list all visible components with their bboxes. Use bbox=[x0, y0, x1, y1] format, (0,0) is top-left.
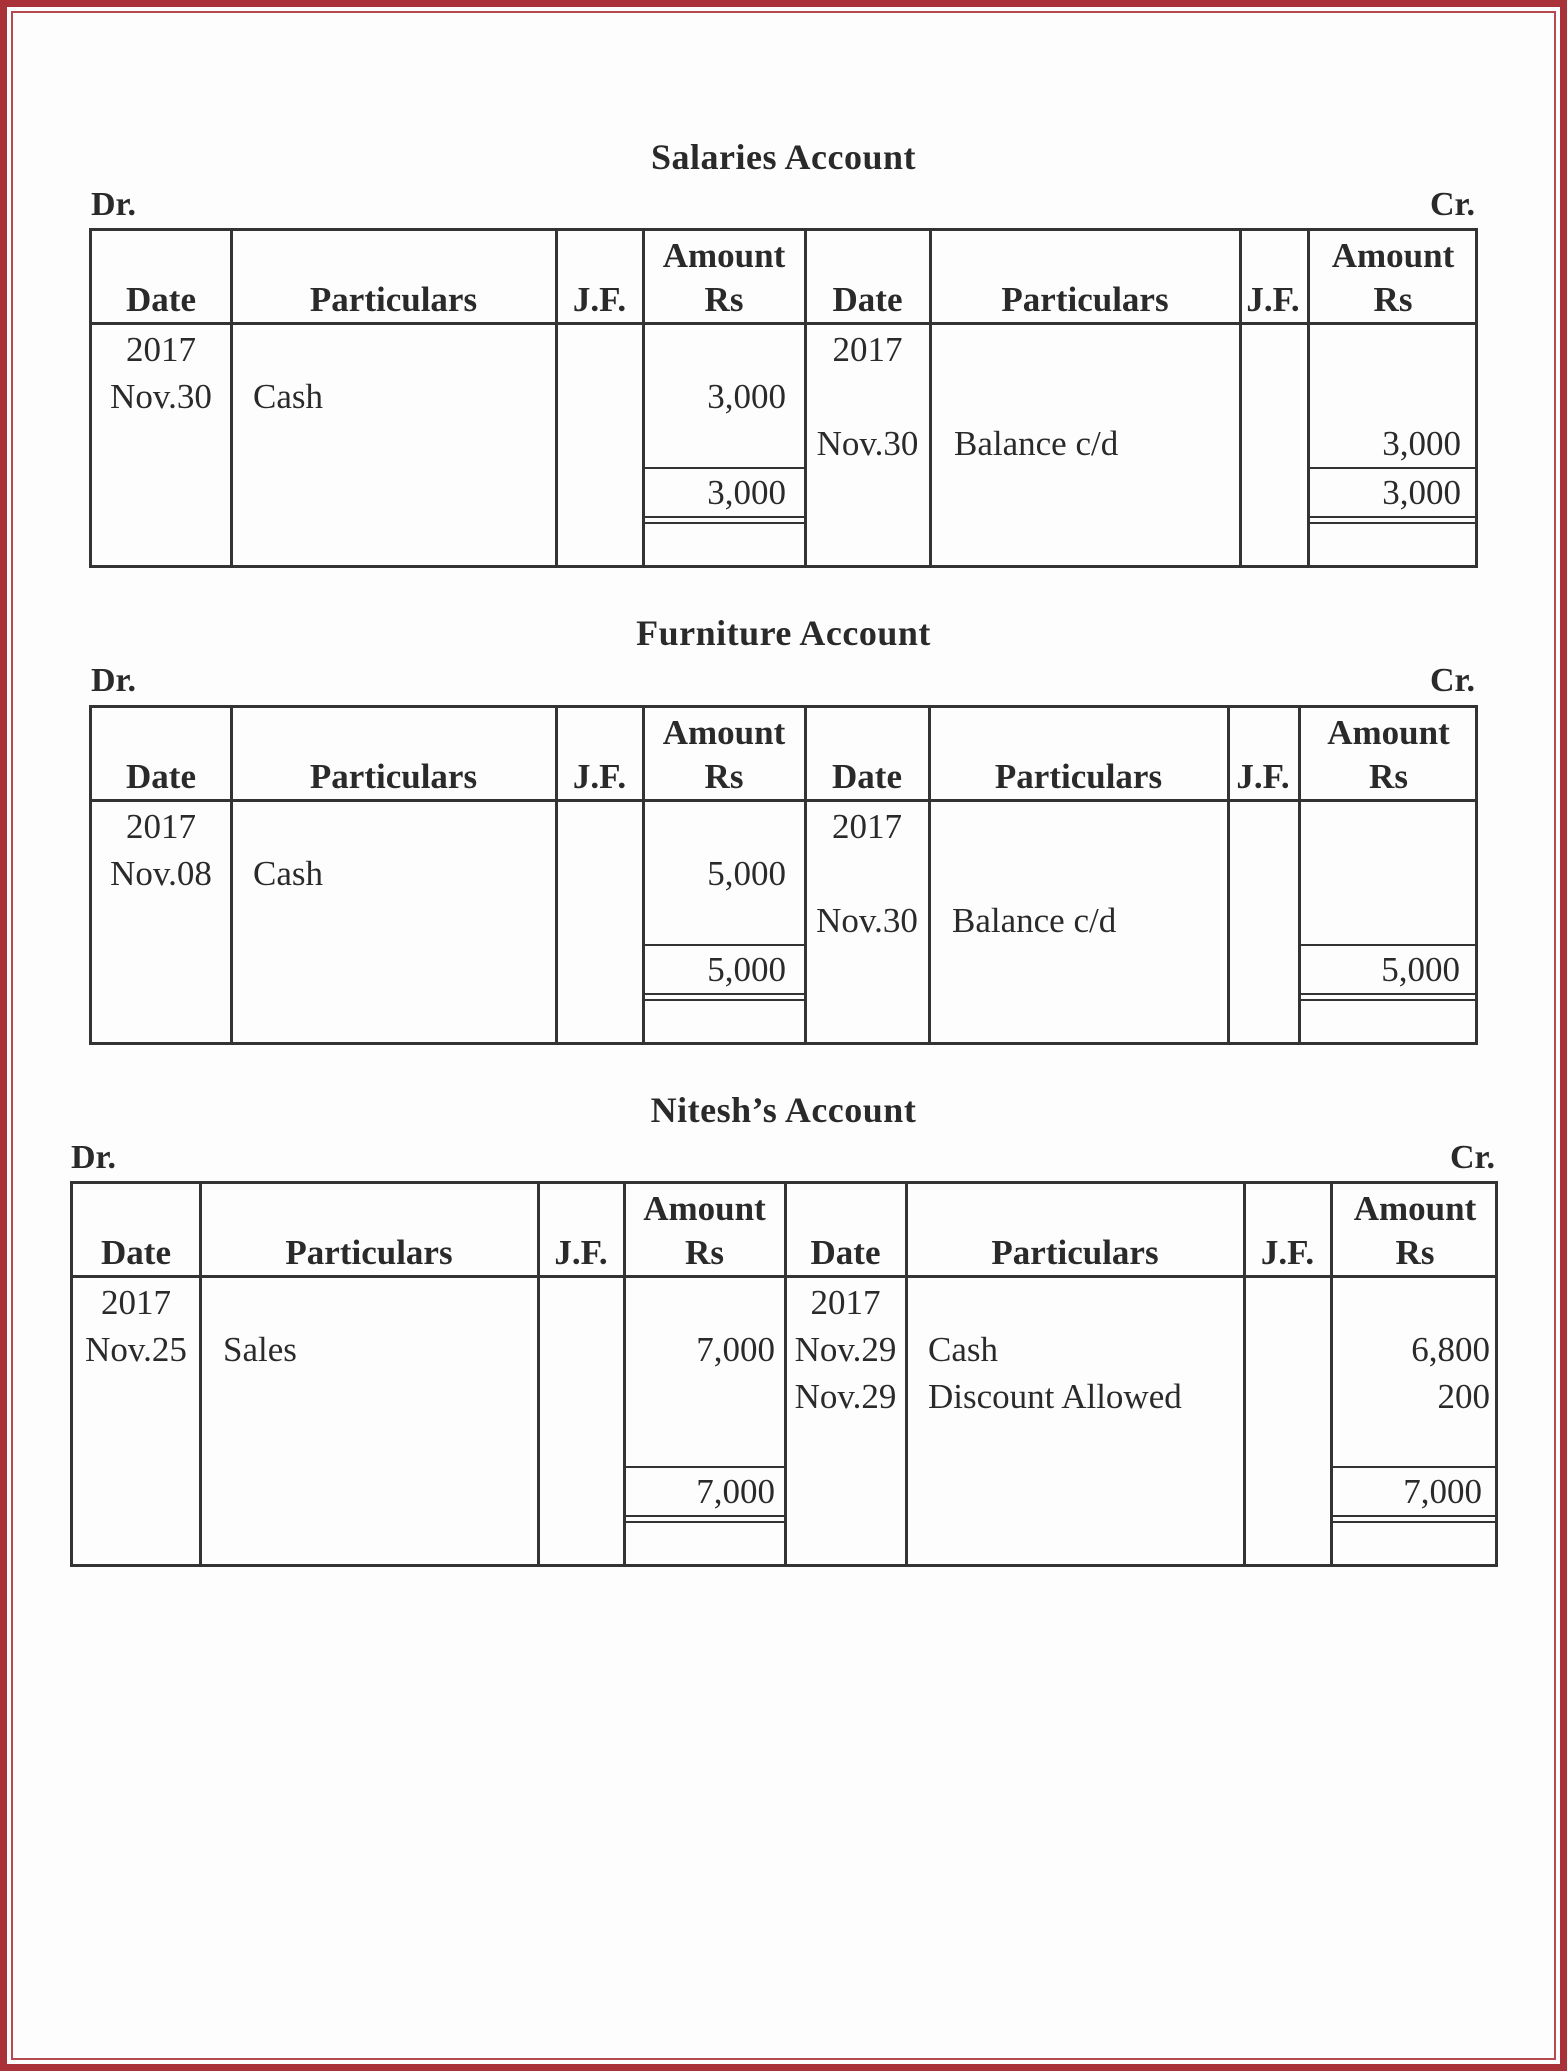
header-date: Date bbox=[810, 1233, 881, 1272]
header-rs: Rs bbox=[704, 280, 744, 319]
header-amount: Amount bbox=[1327, 713, 1450, 752]
debit-label: Dr. bbox=[91, 186, 137, 223]
debit-total: 5,000 bbox=[707, 950, 786, 989]
debit-particulars: Cash bbox=[253, 377, 323, 416]
header-amount: Amount bbox=[1331, 236, 1455, 275]
header-date: Date bbox=[101, 1233, 171, 1272]
header-jf: J.F. bbox=[572, 280, 627, 319]
debit-label: Dr. bbox=[91, 662, 137, 699]
header-date: Date bbox=[832, 280, 903, 319]
credit-label: Cr. bbox=[1429, 662, 1475, 699]
credit-date: Nov.30 bbox=[816, 901, 918, 940]
debit-year: 2017 bbox=[101, 1283, 171, 1322]
debit-amount: 7,000 bbox=[696, 1330, 775, 1369]
ledger-table bbox=[70, 1181, 1498, 1567]
credit-particulars: Balance c/d bbox=[954, 424, 1119, 463]
credit-total: 3,000 bbox=[1382, 473, 1461, 512]
total-double-rule bbox=[625, 1515, 784, 1523]
debit-amount: 5,000 bbox=[707, 854, 786, 893]
debit-amount: 3,000 bbox=[707, 377, 786, 416]
header-date: Date bbox=[126, 757, 196, 796]
credit-year: 2017 bbox=[832, 330, 903, 369]
total-double-rule bbox=[1332, 1515, 1498, 1523]
credit-year: 2017 bbox=[810, 1283, 881, 1322]
header-date: Date bbox=[832, 757, 902, 796]
total-rule bbox=[625, 1466, 784, 1468]
header-particulars: Particulars bbox=[994, 757, 1163, 796]
account-title: Furniture Account bbox=[636, 613, 931, 653]
header-jf: J.F. bbox=[1246, 280, 1300, 319]
credit-particulars: Discount Allowed bbox=[928, 1377, 1182, 1416]
header-amount: Amount bbox=[662, 236, 786, 275]
debit-label: Dr. bbox=[71, 1139, 117, 1176]
total-rule bbox=[1332, 1466, 1498, 1468]
header-jf: J.F. bbox=[1260, 1233, 1315, 1272]
credit-total: 5,000 bbox=[1381, 950, 1460, 989]
header-particulars: Particulars bbox=[285, 1233, 453, 1272]
account-title: Nitesh’s Account bbox=[650, 1090, 917, 1130]
header-rs: Rs bbox=[704, 757, 744, 796]
header-amount: Amount bbox=[1353, 1189, 1477, 1228]
debit-date: Nov.08 bbox=[110, 854, 212, 893]
debit-date: Nov.25 bbox=[85, 1330, 187, 1369]
header-particulars: Particulars bbox=[309, 280, 478, 319]
credit-amount: 3,000 bbox=[1382, 424, 1461, 463]
credit-particulars: Balance c/d bbox=[952, 901, 1117, 940]
debit-particulars: Cash bbox=[253, 854, 323, 893]
credit-amount: 200 bbox=[1437, 1377, 1490, 1416]
header-particulars: Particulars bbox=[991, 1233, 1159, 1272]
debit-year: 2017 bbox=[126, 807, 196, 846]
credit-date: Nov.29 bbox=[794, 1377, 897, 1416]
credit-amount: 6,800 bbox=[1411, 1330, 1490, 1369]
header-rs: Rs bbox=[1369, 757, 1408, 796]
header-jf: J.F. bbox=[572, 757, 627, 796]
debit-date: Nov.30 bbox=[110, 377, 212, 416]
header-jf: J.F. bbox=[1236, 757, 1290, 796]
credit-total: 7,000 bbox=[1403, 1472, 1482, 1511]
credit-label: Cr. bbox=[1429, 186, 1475, 223]
credit-particulars: Cash bbox=[928, 1330, 998, 1369]
header-rs: Rs bbox=[1395, 1233, 1435, 1272]
debit-year: 2017 bbox=[126, 330, 196, 369]
header-amount: Amount bbox=[643, 1189, 766, 1228]
credit-date: Nov.30 bbox=[816, 424, 919, 463]
account-title: Salaries Account bbox=[651, 137, 916, 177]
header-particulars: Particulars bbox=[309, 757, 478, 796]
header-amount: Amount bbox=[662, 713, 786, 752]
header-date: Date bbox=[126, 280, 196, 319]
debit-total: 3,000 bbox=[707, 473, 786, 512]
header-particulars: Particulars bbox=[1001, 280, 1169, 319]
credit-date: Nov.29 bbox=[794, 1330, 897, 1369]
debit-particulars: Sales bbox=[223, 1330, 297, 1369]
debit-total: 7,000 bbox=[696, 1472, 775, 1511]
credit-year: 2017 bbox=[832, 807, 902, 846]
header-rs: Rs bbox=[685, 1233, 724, 1272]
header-rs: Rs bbox=[1373, 280, 1413, 319]
header-jf: J.F. bbox=[554, 1233, 608, 1272]
credit-label: Cr. bbox=[1449, 1139, 1495, 1176]
